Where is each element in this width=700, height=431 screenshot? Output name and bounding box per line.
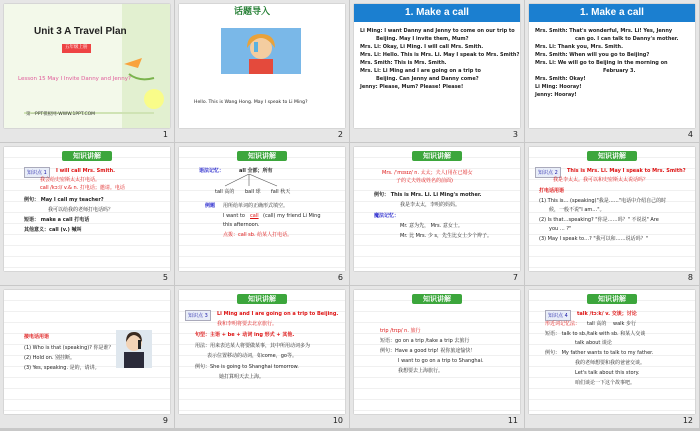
note-line: 我会给史密斯太太打电话。 <box>40 177 101 183</box>
exercise-sentence-rest: (call) my friend Li Ming <box>263 213 321 219</box>
cover-background <box>4 4 170 128</box>
slide-thumbnail-12[interactable] <box>525 286 700 429</box>
note-line: 我是李太太，李明的妈妈。 <box>400 202 461 208</box>
note-line: trip /trɪp/ n. 旅行 <box>380 328 421 334</box>
slide-number: 6 <box>337 273 343 282</box>
slide-number: 4 <box>687 130 693 139</box>
phone-operator-image <box>116 330 152 368</box>
slide-number: 1 <box>162 130 168 139</box>
magic-memory-label: 魔法记忆： <box>374 213 400 219</box>
section-header <box>179 294 345 304</box>
note-line: Mr. 比 Mrs. 少 s，先生比女士少个辫子。 <box>400 233 493 239</box>
section-header <box>354 151 520 161</box>
dialog-line: Mrs. Smith: That's wonderful, Mrs. Li! Yes, Jenny <box>535 28 673 34</box>
note-line: 短语： talk to sb./talk with sb. 和某人交谈 <box>545 331 646 337</box>
section-header-label: 知识讲解 <box>412 294 462 304</box>
note-line: 例句：She is going to Shanghai tomorrow. <box>195 364 299 370</box>
slide-thumbnail-4[interactable] <box>525 0 700 143</box>
slide-number: 10 <box>332 416 343 425</box>
section-header <box>4 151 170 161</box>
note-line: (1) Who is that (speaking)? 你是谁？ <box>24 345 114 351</box>
dialog-line: Jenny: Please, Mum? Please! Please! <box>360 84 464 90</box>
section-header <box>529 151 695 161</box>
topic-caption: Hello. This is Wang Hong. May I speak to Li Ming? <box>194 100 308 105</box>
knowledge-badge: 知识点 4 <box>545 310 571 321</box>
dialog-line: Beijing. May I invite them, Mum? <box>376 36 469 42</box>
note-line: This is Mrs. Li. May I speak to Mrs. Smith? <box>567 168 686 174</box>
note-line: (3) Yes, speaking. 是的，请讲。 <box>24 365 100 371</box>
slide-thumbnail-9[interactable] <box>0 286 175 429</box>
dialog-line: Li Ming: I want Danny and Jenny to come on our trip to <box>360 28 515 34</box>
slide-title: 1. Make a call <box>580 7 644 18</box>
note-line: 我可以给我的老师打电话吗？ <box>48 207 114 213</box>
section-header-label: 知识讲解 <box>237 151 287 161</box>
note-line: call /kɔːl/ v.& n. 打电话；邀请。电话 <box>40 185 125 191</box>
note-line: tall 高的 <box>587 321 607 327</box>
note-line: (2) Hold on. 别挂断。 <box>24 355 76 361</box>
section-header-label: 知识讲解 <box>237 294 287 304</box>
dialog-line: Beijing. Can Jenny and Danny come? <box>376 76 479 82</box>
slide-thumbnail-2[interactable] <box>175 0 350 143</box>
dialog-line: Mrs. Smith: When will you go to Beijing? <box>535 52 650 58</box>
note-line: 我的老师想要和我的爸爸交谈。 <box>575 360 646 366</box>
dialog-line: Mrs. Smith: Okay! <box>535 76 586 82</box>
slide-10[interactable] <box>179 290 345 414</box>
section-header-label: 知识讲解 <box>587 294 637 304</box>
section-header <box>354 294 520 304</box>
cover-title: Unit 3 A Travel Plan <box>34 26 127 37</box>
slide-1[interactable] <box>4 4 170 128</box>
slide-5[interactable] <box>4 147 170 271</box>
root-word: all 全部；所有 <box>239 168 273 174</box>
note-line: 我想要去上海旅行。 <box>398 368 444 374</box>
slide-number: 2 <box>337 130 343 139</box>
slide-thumbnail-3[interactable] <box>350 0 525 143</box>
exercise-sentence: I want to <box>223 213 245 219</box>
grade-badge: 五年级上册 <box>62 44 91 53</box>
topic-title: 话题导入 <box>234 7 271 17</box>
note-line: Li Ming and I are going on a trip to Beijing. <box>217 311 339 317</box>
knowledge-badge: 知识点 1 <box>24 167 50 178</box>
note-line: I want to go on a trip to Shanghai. <box>398 358 484 364</box>
slide-thumbnail-8[interactable] <box>525 143 700 286</box>
dialog-line: Mrs. Li: Okay, Li Ming. I will call Mrs. Smith. <box>360 44 484 50</box>
slide-9[interactable] <box>4 290 170 414</box>
slide-thumbnail-5[interactable] <box>0 143 175 286</box>
note-line: 短语：go on a trip /take a trip 去旅行 <box>380 338 470 344</box>
note-line: 例句： My father wants to talk to my father. <box>545 350 654 356</box>
exercise-instruction: 用所给单词的正确形式填空。 <box>223 203 289 209</box>
note-line: (3) May I speak to…? "我可以和……说话吗？" <box>539 236 648 242</box>
dialog-line: Jenny: Hooray! <box>535 92 577 98</box>
note-line: 形近词记忆法： <box>545 321 581 327</box>
note-line: walk 步行 <box>613 321 637 327</box>
note-line: talk about 谈论 <box>575 340 612 346</box>
slide-11[interactable] <box>354 290 520 414</box>
tree-word-ball: ball 球 <box>245 189 261 195</box>
note-line: 表示位置移动的动词，如come，go等。 <box>207 353 297 359</box>
note-line: you … ?" <box>549 226 572 232</box>
note-line: 她打算明天去上海。 <box>219 374 265 380</box>
slide-3[interactable] <box>354 4 520 128</box>
note-line: 例句： This is Mrs. Li. Li Ming's mother. <box>374 192 482 198</box>
slide-number: 9 <box>162 416 168 425</box>
lesson-title: Lesson 15 May I Invite Danny and Jenny? <box>18 76 131 82</box>
answer-phone-heading: 接电话用语 <box>24 334 50 340</box>
note-line: 用法：用来表达某人将要做某事，其中所用动词多为 <box>195 343 311 349</box>
dialog-line: Mrs. Li: Thank you, Mrs. Smith. <box>535 44 623 50</box>
dialog-line: Mrs. Li: Hello. This is Mrs. Li. May I speak to Mrs. Smith? <box>360 52 520 58</box>
slide-8[interactable] <box>529 147 695 271</box>
slide-number: 11 <box>507 416 518 425</box>
section-header-label: 知识讲解 <box>587 151 637 161</box>
dialog-line: Mrs. Li: Li Ming and I are going on a trip to <box>360 68 481 74</box>
slide-number: 3 <box>512 130 518 139</box>
note-line: 我和李明将要去北京旅行。 <box>217 321 278 327</box>
slide-7[interactable] <box>354 147 520 271</box>
note-line: 子的丈夫姓或姓名的前面) <box>396 178 453 184</box>
exercise-answer: call <box>250 213 259 219</box>
note-line: 打电话用语 <box>539 188 565 194</box>
note-line: Mr. 意为先， Mrs. 意女士。 <box>400 223 463 229</box>
slide-12[interactable] <box>529 290 695 414</box>
section-header-label: 知识讲解 <box>62 151 112 161</box>
slide-number: 8 <box>687 273 693 282</box>
note-line: (2) Is that…speaking? "你是……吗？" 不说说" Are <box>539 217 659 223</box>
word-tree-lines <box>217 174 297 188</box>
tree-word-tall: tall 高的 <box>215 189 235 195</box>
knowledge-badge: 知识点 2 <box>535 167 561 178</box>
slide-title: 1. Make a call <box>405 7 469 18</box>
slide-thumbnail-11[interactable] <box>350 286 525 429</box>
dialog-line: Li Ming: Hooray! <box>535 84 582 90</box>
note-line: 我是李太太。我可以和史密斯太太说话吗？ <box>553 177 649 183</box>
slide-header <box>354 4 520 22</box>
note-line: (1) This is… (speaking)"我是……"电话中介绍自己的时 <box>539 198 667 204</box>
section-header-label: 知识讲解 <box>412 151 462 161</box>
example-label: 例题 <box>205 203 216 209</box>
memory-label: 语法记忆： <box>199 168 225 174</box>
footer-link: 第一PPT模板网-WWW.1PPT.COM <box>26 112 96 117</box>
slide-2[interactable] <box>179 4 345 128</box>
note-line: 候，一般不说"I am…"。 <box>549 207 605 213</box>
exercise-tip: 点拨：call sb. 给某人打电话。 <box>223 232 293 238</box>
slide-header <box>529 4 695 22</box>
knowledge-badge: 知识点 3 <box>185 310 211 321</box>
note-line: 短语： make a call 打电话 <box>24 217 90 223</box>
section-header <box>179 151 345 161</box>
note-line: 咱们谈论一下这个故事吧。 <box>575 380 636 386</box>
slide-number: 12 <box>682 416 693 425</box>
dialog-line: Mrs. Smith: This is Mrs. Smith. <box>360 60 447 66</box>
slide-4[interactable] <box>529 4 695 128</box>
exercise-sentence-end: this afternoon. <box>223 222 260 228</box>
note-line: Mrs. /ˈmɪsɪz/ n. 太太；夫人(用在已婚女 <box>382 170 473 176</box>
slide-6[interactable] <box>179 147 345 271</box>
slide-thumbnail-6[interactable] <box>175 143 350 286</box>
slide-number: 5 <box>162 273 168 282</box>
note-line: 其他意义：call (v.) 喊叫 <box>24 227 82 233</box>
note-line: 句型：主语 + be + 动词 ing 形式 + 其他. <box>195 332 295 338</box>
slide-number: 7 <box>512 273 518 282</box>
dialog-line: can go. I can talk to Danny's mother. <box>575 36 679 42</box>
slide-thumbnail-7[interactable] <box>350 143 525 286</box>
note-line: Let's talk about this story. <box>575 370 640 376</box>
phone-girl-image <box>221 28 301 74</box>
note-line: talk /tɔːk/ v. 交谈；讨论 <box>577 311 637 317</box>
slide-thumbnail-10[interactable] <box>175 286 350 429</box>
section-header <box>529 294 695 304</box>
dialog-line: February 3. <box>603 68 636 74</box>
note-line: 例句： May I call my teacher? <box>24 197 104 203</box>
note-line: 例句：Have a good trip! 祝你旅途愉快！ <box>380 348 476 354</box>
tree-word-fall: fall 秋天 <box>271 189 291 195</box>
dialog-line: Mrs. Li: We will go to Beijing in the morning on <box>535 60 668 66</box>
note-line: I will call Mrs. Smith. <box>56 168 116 174</box>
slide-thumbnail-1[interactable] <box>0 0 175 143</box>
